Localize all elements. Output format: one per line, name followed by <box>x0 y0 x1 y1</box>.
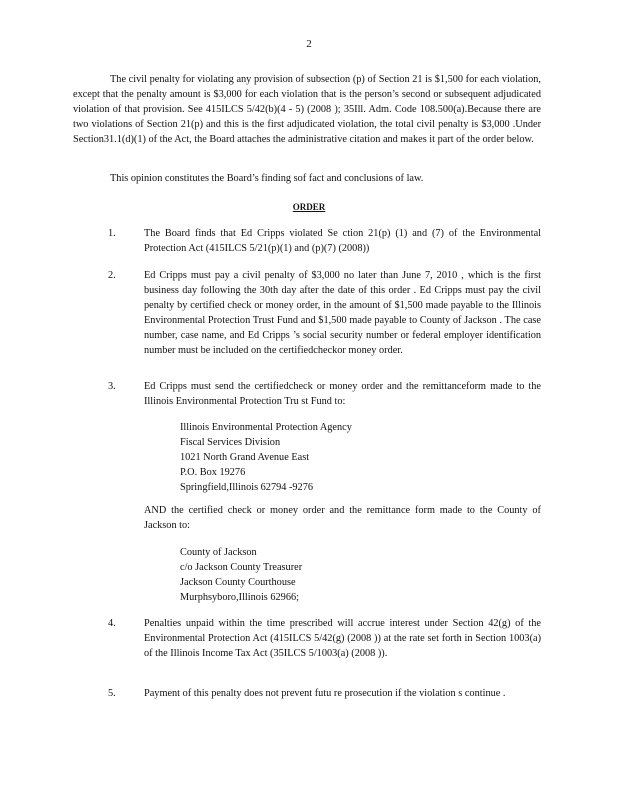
address-line: c/o Jackson County Treasurer <box>180 562 303 573</box>
address-line: Jackson County Courthouse <box>180 577 296 588</box>
address-line: Murphsyboro,Illinois 62966; <box>180 592 299 603</box>
order-item-number: 2. <box>108 270 116 281</box>
order-item-3 <box>108 379 541 409</box>
order-item-2 <box>108 268 541 358</box>
epa-address-block <box>180 420 352 495</box>
order-item-number: 4. <box>108 618 116 629</box>
address-line: Illinois Environmental Protection Agency <box>180 422 352 433</box>
order-item-4 <box>108 616 541 661</box>
order-item-1 <box>108 226 541 256</box>
penalty-paragraph-text: The civil penalty for violating any provision of subsection (p) of Section 21 is $1,500 for each violation, except that the penalty amount is $3,000 for each violation that is the person’s second or subsequent adjudicated violation of that provision. See 415ILCS 5/42(b)(4 - 5) (2008 ); 35Ill. Adm. Code 108.500(a).Because there are two violations of Section 21(p) and this is the first adjudicated violation, the total civil penalty is $3,000 .Under Section31.1(d)(1) of the Act, the Board attaches the administrative citation and makes it part of the order below. <box>73 74 541 145</box>
order-item-number: 3. <box>108 381 116 392</box>
order-item-text: The Board finds that Ed Cripps violated Se ction 21(p) (1) and (7) of the Environmental Protection Act (415ILCS 5/21(p)(1) and (p)(7) (2008)) <box>144 228 541 254</box>
county-remittance-text: AND the certified check or money order and the remittance form made to the County of Jackson to: <box>144 505 541 531</box>
order-item-number: 1. <box>108 228 116 239</box>
penalty-paragraph <box>73 72 541 147</box>
address-line: County of Jackson <box>180 547 257 558</box>
page-number: 2 <box>306 38 312 50</box>
address-line: P.O. Box 19276 <box>180 467 246 478</box>
order-item-number: 5. <box>108 688 116 699</box>
order-heading: ORDER <box>292 202 326 212</box>
order-item-5 <box>108 686 541 701</box>
findings-paragraph-text: This opinion constitutes the Board’s finding sof fact and conclusions of law. <box>110 173 424 184</box>
county-address-block <box>180 545 302 605</box>
address-line: 1021 North Grand Avenue East <box>180 452 310 463</box>
order-item-text: Ed Cripps must send the certifiedcheck or money order and the remittanceform made to the Illinois Environmental Protection Tru st Fund to: <box>144 381 541 407</box>
order-item-text: Penalties unpaid within the time prescribed will accrue interest under Section 42(g) of the Environmental Protection Act (415ILCS 5/42(g) (2008 )) at the rate set forth in Section 1003(a) of the Illinois Income Tax Act (35ILCS 5/1003(a) (2008 )). <box>144 618 541 659</box>
findings-paragraph <box>73 171 541 186</box>
address-line: Springfield,Illinois 62794 -9276 <box>180 482 313 493</box>
order-item-text: Ed Cripps must pay a civil penalty of $3,000 no later than June 7, 2010 , which is the first business day following the 30th day after the date of this order . Ed Cripps must pay the civil penalty by certified check or money order, in the amount of $1,500 made payable to the Illinois Environmental Protection Trust Fund and $1,500 made payable to County of Jackson . The case number, case name, and Ed Cripps ’s social security number or federal employer identification number must be included on the certifiedcheckor money order. <box>144 270 541 356</box>
address-line: Fiscal Services Division <box>180 437 281 448</box>
order-item-text: Payment of this penalty does not prevent futu re prosecution if the violation s continue . <box>144 688 506 699</box>
